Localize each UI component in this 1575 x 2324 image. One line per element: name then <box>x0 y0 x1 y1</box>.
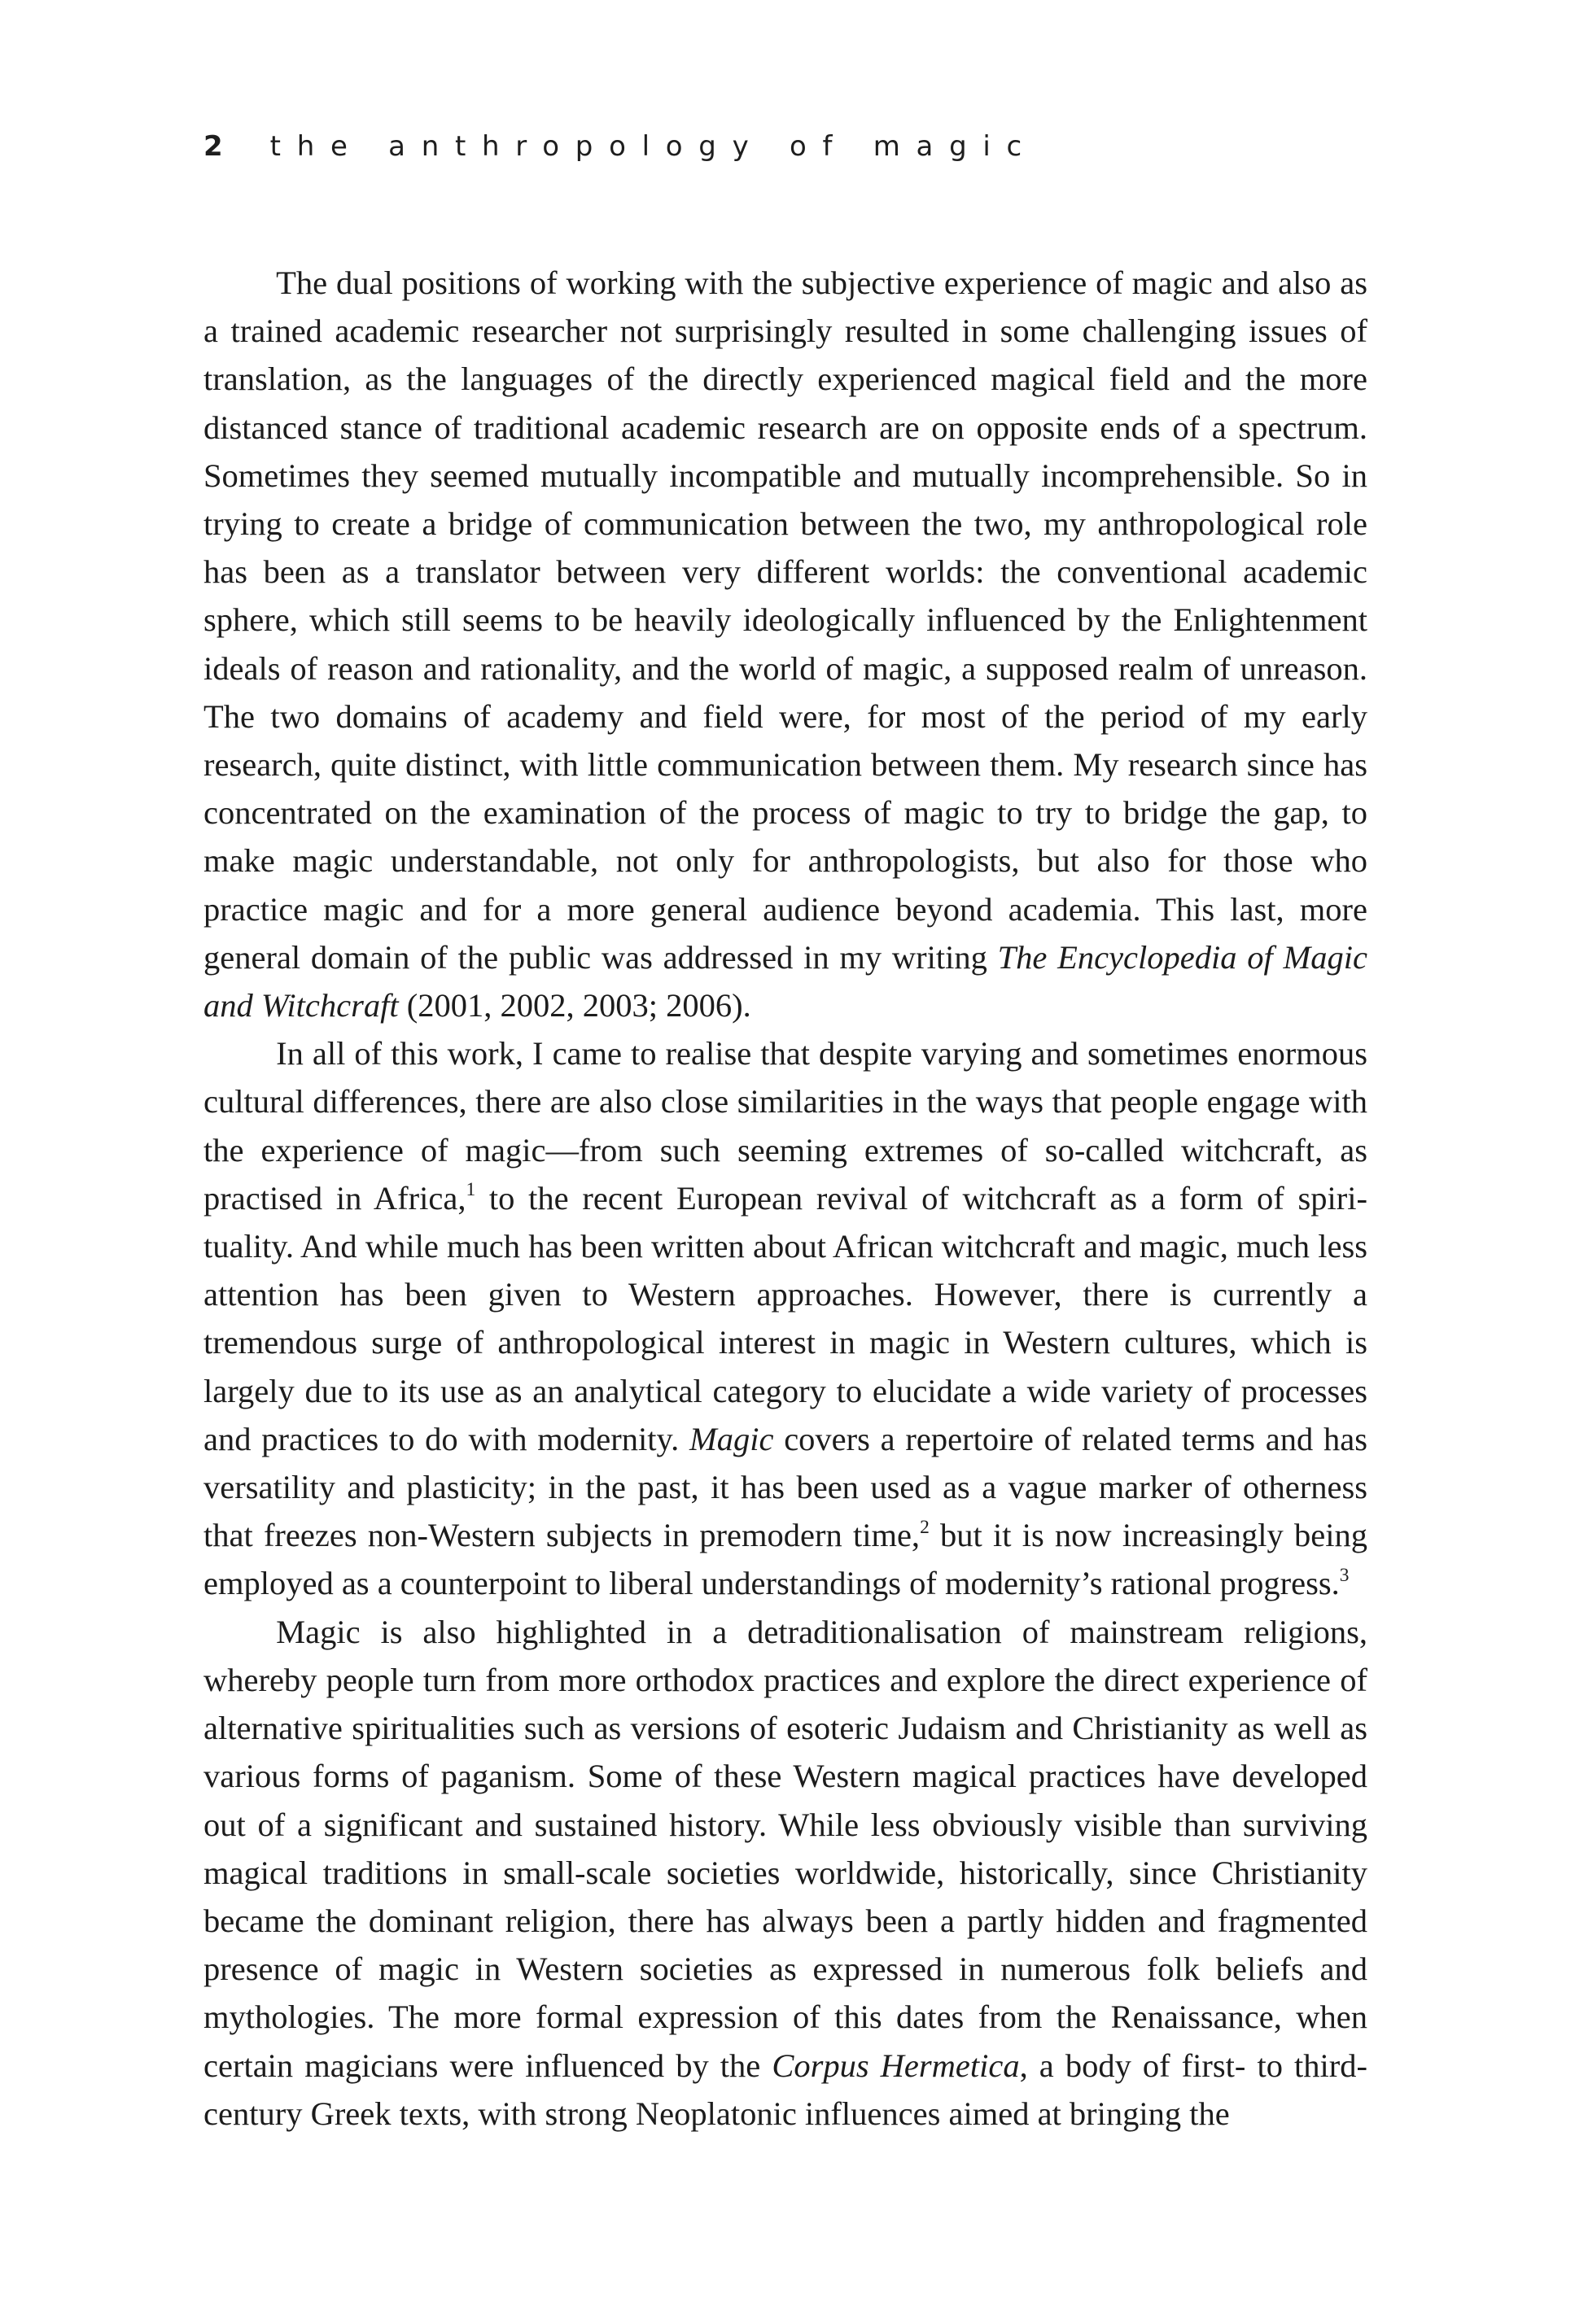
paragraph-3-text-a: Magic is also highlighted in a detraditionalisation of mainstream religions, whereby people turn from more orthodox practices and explore the direct experience of alternative spiritualities such as versions of esoteric Judaism and Christianity as well as various forms of paganism. Some of these Western magical practices have developed out of a significant and sustained history. While less obviously visible than surviving magical traditions in small-scale societies worldwide, historically, since Christianity became the dominant religion, there has always been a partly hidden and fragmented presence of magic in Western societies as expressed in numerous folk beliefs and mythologies. The more formal expression of this dates from the Renaissance, when certain magicians were influenced by the <box>203 1613 1367 2084</box>
paragraph-2-text-a: In all of this work, I came to realise that despite varying and sometimes enormous cultural differences, there are also close similarities in the ways that people engage with the experience of magic—from such seeming extremes of so-called witchcraft, as practised in Africa, <box>203 1035 1367 1217</box>
paragraph-2 <box>203 1029 1367 1607</box>
book-title-italic: The Encyclopedia of Magic and Witchcraft <box>203 938 1367 1024</box>
running-head <box>203 130 1038 179</box>
footnote-ref-2: 2 <box>920 1516 930 1538</box>
paragraph-3 <box>203 1608 1367 2138</box>
paragraph-2-text-c: covers a repertoire of related terms and has versatility and plasticity; in the past, it has been used as a vague marker of otherness that freezes non-Western subjects in premodern time, <box>203 1420 1367 1554</box>
magic-term-italic: Magic <box>689 1420 774 1457</box>
paragraph-3-text-b: , a body of first- to third-century Greek texts, with strong Neoplatonic influences aimed at bringing the <box>203 2047 1368 2132</box>
corpus-hermetica-italic: Corpus Hermetica <box>772 2047 1020 2084</box>
running-title: the anthropology of magic <box>269 130 1038 163</box>
paragraph-1 <box>203 259 1367 1029</box>
paragraph-1-text-b: (2001, 2002, 2003; 2006). <box>398 987 751 1024</box>
paragraph-2-text-d: but it is now increasingly being employed as a counterpoint to liberal understandings of modernity’s rational progress. <box>203 1517 1367 1602</box>
paragraph-2-text-b: to the recent European revival of witchcraft as a form of spirituality. And while much has been written about African witchcraft and magic, much less attention has been given to Western approaches. However, there is currently a tremendous surge of anthropological interest in magic in Western cultures, which is largely due to its use as an analytical category to elucidate a wide variety of processes and practices to do with modernity. <box>203 1179 1367 1457</box>
page-number: 2 <box>203 130 223 163</box>
footnote-ref-1: 1 <box>466 1179 476 1201</box>
footnote-ref-3: 3 <box>1339 1565 1350 1587</box>
body-text <box>203 259 1367 2138</box>
paragraph-1-text-a: The dual positions of working with the subjective experience of magic and also as a trained academic researcher not surprisingly resulted in some challenging issues of translation, as the languages of the directly experienced magical field and the more distanced stance of traditional academic research are on opposite ends of a spectrum. Sometimes they seemed mutually incompatible and mutually incomprehensible. So in trying to create a bridge of communication between the two, my anthropological role has been as a translator between very different worlds: the conventional academic sphere, which still seems to be heavily ideologically influenced by the Enlightenment ideals of reason and rationality, and the world of magic, a supposed realm of unreason. The two domains of academy and field were, for most of the period of my early research, quite distinct, with little communication between them. My research since has concentrated on the examination of the process of magic to try to bridge the gap, to make magic understandable, not only for anthropologists, but also for those who practice magic and for a more general audience beyond academia. This last, more general domain of the public was addressed in my writing <box>203 264 1367 976</box>
